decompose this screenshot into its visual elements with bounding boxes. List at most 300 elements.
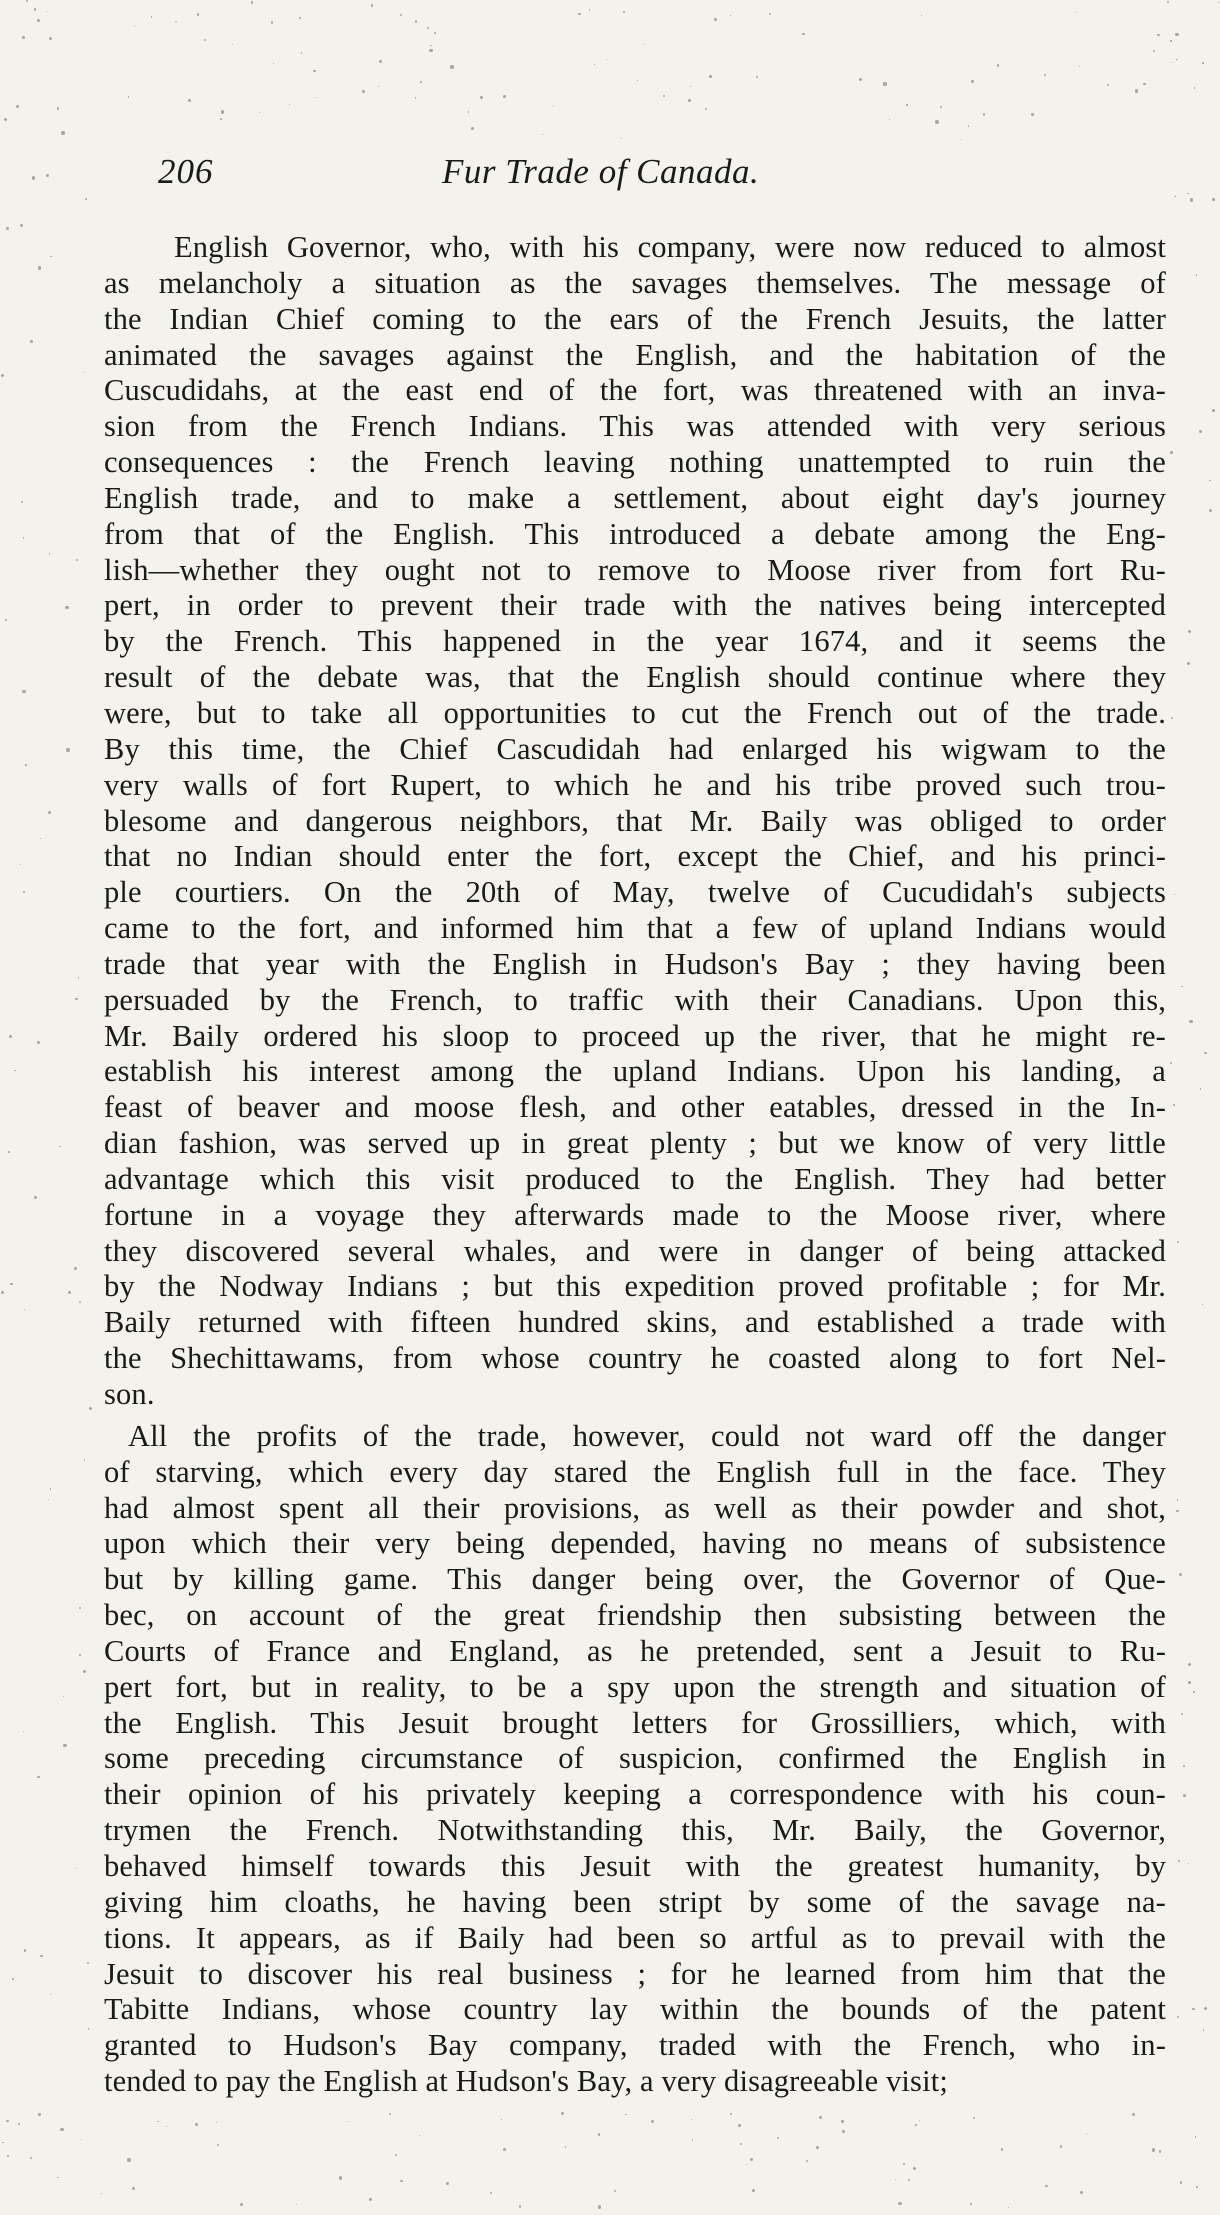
scan-speckle — [714, 18, 717, 21]
text-line: but by killing game. This danger being over, the Governor of Que- — [104, 1562, 1166, 1597]
scan-speckle — [1188, 1863, 1189, 1864]
scan-speckle — [166, 2126, 167, 2127]
scan-speckle — [217, 2144, 219, 2146]
text-line: upon which their very being depended, having no means of subsistence — [104, 1526, 1166, 1561]
scan-speckle — [1075, 12, 1076, 13]
text-line: Mr. Baily ordered his sloop to proceed up the river, that he might re- — [104, 1018, 1166, 1053]
scan-speckle — [40, 838, 41, 839]
text-line: son. — [104, 1377, 155, 1411]
scan-speckle — [598, 2205, 601, 2208]
scan-speckle — [83, 372, 84, 373]
scan-speckle — [692, 2139, 693, 2140]
scan-speckle — [7, 2155, 9, 2157]
scan-speckle — [32, 176, 35, 179]
scan-speckle — [22, 690, 25, 693]
scan-speckle — [883, 82, 886, 85]
scan-speckle — [756, 76, 758, 78]
scan-speckle — [430, 45, 431, 46]
scan-speckle — [37, 19, 40, 22]
scan-speckle — [490, 2192, 492, 2194]
scan-speckle — [1177, 1241, 1179, 1243]
scan-speckle — [220, 118, 222, 120]
scan-speckle — [23, 1731, 25, 1733]
scan-speckle — [50, 256, 52, 258]
scan-speckle — [915, 2124, 917, 2126]
scan-speckle — [1173, 1104, 1175, 1106]
scan-speckle — [400, 2180, 402, 2182]
scan-speckle — [30, 340, 33, 343]
scan-speckle — [819, 2116, 822, 2119]
scan-speckle — [273, 63, 274, 64]
scan-speckle — [1178, 1860, 1180, 1862]
scan-speckle — [777, 2137, 779, 2139]
text-line: some preceding circumstance of suspicion, confirmed the English in — [104, 1741, 1166, 1776]
scan-speckle — [859, 78, 862, 81]
scan-speckle — [503, 95, 506, 98]
text-line: were, but to take all opportunities to cut the French out of the trade. — [104, 695, 1166, 730]
scan-speckle — [1157, 34, 1160, 37]
scan-speckle — [1170, 40, 1171, 41]
scan-speckle — [1209, 509, 1212, 512]
text-line: Courts of France and England, as he pretended, sent a Jesuit to Ru- — [104, 1633, 1166, 1668]
scan-speckle — [49, 553, 50, 554]
text-line: giving him cloaths, he having been stript by some of the savage na- — [104, 1884, 1166, 1919]
text-line: sion from the French Indians. This was attended with very serious — [104, 409, 1166, 444]
scan-speckle — [1080, 2191, 1083, 2194]
scan-speckle — [400, 14, 402, 16]
scan-speckle — [1202, 62, 1204, 64]
scan-speckle — [216, 2122, 217, 2123]
scan-speckle — [434, 32, 436, 34]
scan-speckle — [740, 2143, 742, 2145]
scan-speckle — [88, 2028, 89, 2029]
scan-speckle — [296, 2204, 297, 2205]
scan-speckle — [419, 2135, 421, 2137]
scan-speckle — [561, 2112, 564, 2115]
scan-speckle — [157, 2121, 159, 2123]
scan-speckle — [50, 1994, 51, 1995]
scan-speckle — [1176, 1510, 1179, 1513]
scan-speckle — [1143, 83, 1146, 86]
scan-speckle — [1204, 1052, 1206, 1054]
scan-speckle — [450, 65, 453, 68]
scan-speckle — [1188, 630, 1191, 633]
scan-speckle — [1, 374, 4, 377]
scan-speckle — [371, 4, 374, 7]
scan-speckle — [1086, 2133, 1087, 2134]
scan-speckle — [1203, 2029, 1205, 2031]
scan-speckle — [501, 2119, 503, 2121]
scan-speckle — [519, 2205, 521, 2207]
scan-speckle — [1200, 1088, 1201, 1089]
scan-speckle — [50, 1488, 52, 1490]
scan-speckle — [259, 112, 260, 113]
scan-speckle — [1192, 2008, 1195, 2011]
scan-speckle — [1204, 2007, 1207, 2010]
scan-speckle — [132, 2187, 135, 2190]
scan-speckle — [378, 86, 379, 87]
scan-speckle — [21, 501, 23, 503]
text-line: animated the savages against the English, and the habitation of the — [104, 337, 1166, 372]
text-line: dian fashion, was served up in great plenty ; but we know of very little — [104, 1126, 1166, 1161]
scan-speckle — [542, 134, 543, 135]
scan-speckle — [40, 1955, 43, 1958]
scan-speckle — [1193, 1691, 1195, 1693]
scan-speckle — [1195, 2136, 1196, 2137]
scan-speckle — [76, 559, 78, 561]
scan-speckle — [175, 21, 177, 23]
text-line: pert, in order to prevent their trade with the natives being intercepted — [104, 588, 1166, 623]
text-line: granted to Hudson's Bay company, traded with the French, who in- — [104, 2028, 1166, 2063]
scan-speckle — [623, 11, 626, 14]
text-line: the Indian Chief coming to the ears of the French Jesuits, the latter — [104, 301, 1166, 336]
scan-speckle — [1212, 198, 1215, 201]
scan-speckle — [1174, 894, 1175, 895]
scan-speckle — [468, 111, 470, 113]
scan-speckle — [1170, 1062, 1172, 1064]
paragraph — [104, 230, 1166, 1413]
text-line: came to the fort, and informed him that a few of upland Indians would — [104, 911, 1166, 946]
scan-speckle — [74, 1267, 77, 1270]
text-line: Cuscudidahs, at the east end of the fort, was threatened with an inva- — [104, 373, 1166, 408]
scan-speckle — [565, 2146, 566, 2147]
scan-speckle — [89, 1407, 92, 1410]
scan-speckle — [816, 2146, 819, 2149]
scan-speckle — [20, 864, 21, 865]
scan-speckle — [134, 26, 135, 27]
scan-speckle — [968, 125, 970, 127]
text-line: blesome and dangerous neighbors, that Mr. Baily was obliged to order — [104, 803, 1166, 838]
scan-speckle — [480, 96, 483, 99]
scan-speckle — [251, 1, 254, 4]
running-title: Fur Trade of Canada. — [442, 152, 760, 191]
scan-speckle — [1202, 1304, 1203, 1305]
scan-speckle — [973, 2117, 975, 2119]
scan-speckle — [38, 2113, 41, 2116]
scan-speckle — [1170, 451, 1173, 454]
scan-speckle — [9, 1035, 12, 1038]
scan-speckle — [83, 1670, 86, 1673]
scan-speckle — [471, 127, 474, 130]
scan-speckle — [34, 8, 37, 11]
text-line: that no Indian should enter the fort, except the Chief, and his princi- — [104, 839, 1166, 874]
scan-speckle — [1180, 2181, 1182, 2183]
scan-speckle — [57, 2177, 59, 2179]
scan-speckle — [1183, 1794, 1186, 1797]
scan-speckle — [1175, 33, 1178, 36]
scan-speckle — [1181, 1713, 1184, 1716]
text-line: fortune in a voyage they afterwards made to the Moose river, where — [104, 1197, 1166, 1232]
scan-speckle — [997, 64, 999, 66]
text-line: establish his interest among the upland Indians. Upon his landing, a — [104, 1054, 1166, 1089]
scan-speckle — [842, 2130, 845, 2133]
text-line: behaved himself towards this Jesuit with the greatest humanity, by — [104, 1848, 1166, 1883]
scan-speckle — [30, 2157, 32, 2159]
scan-speckle — [60, 2128, 63, 2131]
page-number: 206 — [158, 152, 214, 191]
scan-speckle — [79, 1607, 82, 1610]
scan-speckle — [1172, 62, 1173, 63]
scan-speckle — [65, 606, 68, 609]
scan-speckle — [446, 2182, 449, 2185]
text-line: the Shechittawams, from whose country he coasted along to fort Nel- — [104, 1341, 1166, 1376]
scan-speckle — [63, 1696, 64, 1697]
scan-speckle — [48, 811, 51, 814]
scan-speckle — [691, 2119, 692, 2120]
scan-speckle — [1060, 2145, 1063, 2148]
scan-speckle — [84, 1459, 85, 1460]
scan-speckle — [37, 1776, 40, 1779]
text-line: as melancholy a situation as the savages themselves. The message of — [104, 265, 1166, 300]
scan-speckle — [1199, 430, 1202, 433]
scan-speckle — [63, 1744, 66, 1747]
scan-speckle — [1045, 2185, 1048, 2188]
scan-speckle — [81, 2139, 82, 2140]
scan-speckle — [379, 60, 382, 63]
text-line: tions. It appears, as if Baily had been so artful as to prevail with the — [104, 1920, 1166, 1955]
scan-speckle — [151, 16, 152, 17]
scan-speckle — [232, 44, 233, 45]
scan-speckle — [1212, 409, 1215, 412]
scan-speckle — [427, 27, 429, 29]
scan-speckle — [621, 138, 622, 139]
scan-speckle — [271, 21, 273, 23]
scan-speckle — [23, 537, 24, 538]
scan-speckle — [313, 70, 315, 72]
text-line: pert fort, but in reality, to be a spy upon the strength and situation of — [104, 1669, 1166, 1704]
text-line: Jesuit to discover his real business ; for he learned from him that the — [104, 1956, 1166, 1991]
scan-speckle — [22, 36, 25, 39]
scan-speckle — [221, 110, 224, 113]
text-line: very walls of fort Rupert, to which he and his tribe proved such trou- — [104, 767, 1166, 802]
scan-speckle — [578, 13, 580, 15]
scan-speckle — [738, 2124, 741, 2127]
scan-speckle — [197, 13, 199, 15]
scan-speckle — [1183, 1765, 1185, 1767]
scan-speckle — [59, 1146, 60, 1147]
scan-speckle — [663, 95, 665, 97]
scan-speckle — [889, 119, 890, 120]
scan-speckle — [395, 2154, 397, 2156]
scan-speckle — [68, 1291, 71, 1294]
text-line: consequences : the French leaving nothing unattempted to ruin the — [104, 445, 1166, 480]
text-line: feast of beaver and moose flesh, and other eatables, dressed in the In- — [104, 1090, 1166, 1125]
text-line: trade that year with the English in Hudson's Bay ; they having been — [104, 946, 1166, 981]
scan-speckle — [594, 64, 595, 65]
scan-speckle — [4, 118, 7, 121]
scan-speckle — [128, 96, 129, 97]
scan-speckle — [1188, 1663, 1191, 1666]
scan-speckle — [79, 1654, 81, 1656]
scan-speckle — [23, 891, 25, 893]
text-line: All the profits of the trade, however, could not ward off the danger — [128, 1418, 1166, 1453]
scan-speckle — [301, 52, 303, 54]
scan-speckle — [705, 108, 708, 111]
scan-speckle — [18, 2123, 20, 2125]
scan-speckle — [315, 97, 316, 98]
scan-speckle — [1153, 50, 1155, 52]
scan-speckle — [746, 2164, 747, 2165]
scan-speckle — [57, 107, 59, 109]
scan-speckle — [339, 2176, 342, 2179]
scan-speckle — [1132, 2113, 1135, 2116]
scan-speckle — [26, 0, 28, 2]
scan-speckle — [970, 2203, 972, 2205]
text-line: they discovered several whales, and were in danger of being attacked — [104, 1233, 1166, 1268]
scan-speckle — [34, 1196, 37, 1199]
scan-speckle — [25, 764, 27, 766]
scan-speckle — [24, 1309, 25, 1310]
scan-speckle — [10, 1283, 13, 1286]
text-line: Baily returned with fifteen hundred skins, and established a trade with — [104, 1305, 1166, 1340]
scan-speckle — [204, 39, 206, 41]
scan-speckle — [1107, 84, 1109, 86]
scan-speckle — [38, 266, 41, 269]
scan-speckle — [46, 174, 49, 177]
scan-speckle — [752, 2189, 755, 2192]
scan-speckle — [188, 99, 191, 102]
scan-speckle — [6, 227, 9, 230]
text-line: persuaded by the French, to traffic with their Canadians. Upon this, — [104, 982, 1166, 1017]
scan-speckle — [1135, 89, 1138, 92]
scan-speckle — [625, 2114, 627, 2116]
scan-speckle — [913, 2167, 916, 2170]
scan-speckle — [589, 9, 590, 10]
scan-speckle — [20, 224, 23, 227]
scan-speckle — [1187, 193, 1188, 194]
scan-speckle — [289, 104, 290, 105]
scan-speckle — [614, 2190, 616, 2192]
text-line: of starving, which every day stared the English full in the face. They — [104, 1454, 1166, 1489]
scan-speckle — [1189, 1020, 1192, 1023]
scan-speckle — [1008, 2207, 1010, 2209]
text-line: bec, on account of the great friendship then subsisting between the — [104, 1598, 1166, 1633]
scan-speckle — [1218, 2, 1219, 3]
text-line: the English. This Jesuit brought letters for Grossilliers, which, with — [104, 1705, 1166, 1740]
scan-speckle — [806, 2160, 808, 2162]
scan-speckle — [1190, 198, 1193, 201]
scan-speckle — [347, 2121, 348, 2122]
scan-speckle — [85, 198, 87, 200]
scan-speckle — [1209, 480, 1210, 481]
scan-speckle — [750, 2158, 753, 2161]
scan-speckle — [1001, 2148, 1004, 2151]
scan-speckle — [598, 2133, 601, 2136]
scan-speckle — [906, 104, 908, 106]
scan-speckle — [637, 80, 639, 82]
scan-speckle — [1177, 2016, 1179, 2018]
text-line: ple courtiers. On the 20th of May, twelve of Cucudidah's subjects — [104, 875, 1166, 910]
scan-speckle — [983, 113, 985, 115]
scan-speckle — [769, 13, 771, 15]
scan-speckle — [1, 1291, 4, 1294]
scan-speckle — [37, 1041, 40, 1044]
page-header — [158, 152, 1168, 202]
scan-speckle — [75, 998, 77, 1000]
scan-speckle — [651, 2120, 654, 2123]
scan-speckle — [1179, 1573, 1182, 1576]
scan-speckle — [908, 2179, 910, 2181]
scan-speckle — [87, 1962, 89, 1964]
scan-speckle — [429, 49, 432, 52]
body-text — [104, 230, 1166, 2100]
scan-speckle — [971, 80, 973, 82]
scan-speckle — [1196, 2186, 1198, 2188]
scan-speckle — [688, 99, 691, 102]
scan-speckle — [606, 59, 608, 61]
text-line: their opinion of his privately keeping a correspondence with his coun- — [104, 1777, 1166, 1812]
scan-speckle — [127, 2158, 130, 2161]
scan-speckle — [6, 2120, 9, 2123]
scan-speckle — [389, 2113, 391, 2115]
text-line: by the Nodway Indians ; but this expedition proved profitable ; for Mr. — [104, 1269, 1166, 1304]
scan-speckle — [503, 2148, 506, 2151]
scan-speckle — [2, 2142, 4, 2144]
scan-speckle — [961, 139, 962, 140]
scan-speckle — [1187, 662, 1190, 665]
scan-speckle — [78, 977, 79, 978]
scan-speckle — [195, 2123, 198, 2126]
scan-speckle — [709, 75, 711, 77]
scan-speckle — [369, 2198, 372, 2201]
scan-speckle — [1177, 1499, 1178, 1500]
scan-speckle — [841, 2120, 844, 2123]
scan-speckle — [895, 2179, 896, 2180]
scan-speckle — [415, 97, 416, 98]
text-line: tended to pay the English at Hudson's Bay, a very disagreeable visit; — [104, 2064, 948, 2099]
scan-speckle — [919, 2120, 921, 2122]
scan-speckle — [79, 1301, 81, 1303]
scan-speckle — [415, 20, 417, 22]
scan-speckle — [1196, 274, 1198, 276]
scan-speckle — [1079, 66, 1081, 68]
scan-speckle — [1152, 2148, 1155, 2151]
scan-speckle — [1174, 196, 1176, 198]
scan-speckle — [101, 2193, 102, 2194]
scan-speckle — [898, 2202, 901, 2205]
text-line: By this time, the Chief Cascudidah had enlarged his wigwam to the — [104, 731, 1166, 766]
scan-speckle — [24, 1949, 27, 1952]
scan-speckle — [46, 11, 47, 12]
text-line: English trade, and to make a settlement, about eight day's journey — [104, 480, 1166, 515]
scan-speckle — [1159, 2150, 1161, 2152]
text-line: advantage which this visit produced to the English. They had better — [104, 1161, 1166, 1196]
scan-speckle — [16, 105, 19, 108]
scan-speckle — [1044, 74, 1046, 76]
scan-speckle — [1194, 87, 1196, 89]
text-line: lish—whether they ought not to remove to Moose river from fort Ru- — [104, 552, 1166, 587]
scan-speckle — [1031, 113, 1034, 116]
scan-speckle — [940, 106, 943, 109]
scan-speckle — [1176, 59, 1178, 61]
scan-speckle — [1181, 986, 1182, 987]
scan-speckle — [730, 15, 731, 16]
paragraph — [104, 1419, 1166, 2100]
text-line: by the French. This happened in the year 1674, and it seems the — [104, 624, 1166, 659]
scan-speckle — [362, 90, 365, 93]
text-line: result of the debate was, that the English should continue where they — [104, 660, 1166, 695]
scan-speckle — [299, 17, 301, 19]
text-line: trymen the French. Notwithstanding this, Mr. Baily, the Governor, — [104, 1813, 1166, 1848]
scan-speckle — [49, 37, 52, 40]
scan-speckle — [1171, 717, 1173, 719]
scan-speckle — [75, 1868, 76, 1869]
scan-speckle — [420, 81, 422, 83]
text-line: had almost spent all their provisions, as well as their powder and shot, — [104, 1490, 1166, 1525]
scan-speckle — [553, 106, 554, 107]
scan-speckle — [5, 619, 7, 621]
text-line: English Governor, who, with his company, were now reduced to almost — [174, 230, 1166, 264]
